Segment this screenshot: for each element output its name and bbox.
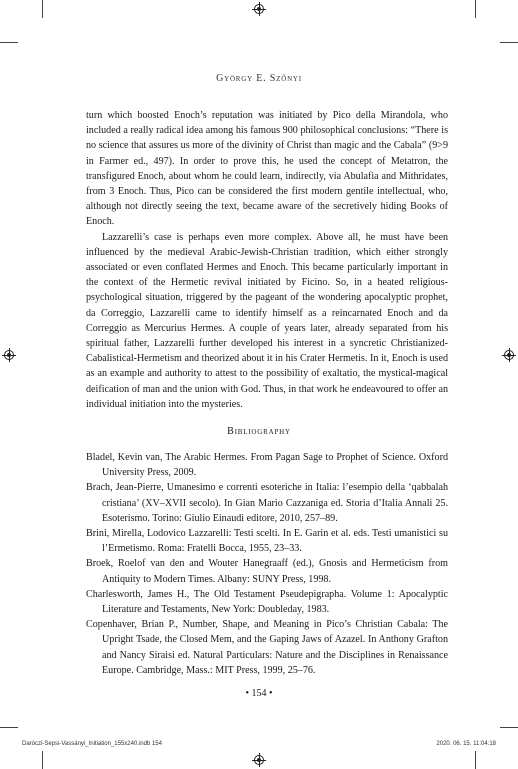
bibliography-entry: Brach, Jean-Pierre, Umanesimo e correnti esoteriche in Italia: l’esempio della ‘qabbalah cristiana’ (XV–XVII secolo). In Gian Mario Cazzaniga ed. Storia d’Italia Annali 25. Esoterismo. Torino: Giulio Einaudi editore, 2010, 257–89. [86, 482, 448, 524]
bibliography-entry: Copenhaver, Brian P., Number, Shape, and Meaning in Pico’s Christian Cabala: The Upright Tsade, the Closed Mem, and the Gaping Jaws of Azazel. In Anthony Grafton and Nancy Siraisi ed. Natural Particulars: Nature and the Disciplines in Renaissance Europe. Cambridge, Mass.: MIT Press, 1999, 25–76. [86, 619, 448, 676]
crop-mark [42, 0, 43, 18]
bibliography-entry: Charlesworth, James H., The Old Testament Pseudepigrapha. Volume 1: Apocalyptic Literature and Testaments, New York: Doubleday, 1983. [86, 588, 448, 616]
crop-mark [475, 0, 476, 18]
crop-mark [0, 42, 18, 43]
crop-mark [500, 727, 518, 728]
body-text [86, 108, 448, 412]
paragraph: Lazzarelli’s case is perhaps even more complex. Above all, he must have been influenced by the medieval Arabic-Jewish-Christian tradition, which either strongly associated or even conflated Hermes and Enoch. This became particularly important in the context of the Hermetic revival initiated by Ficino. So, in a heated religious-psychological situation, triggered by the pageant of the wondering apocalyptic prophet, da Correggio, Lazzarelli came to identify himself as a reincarnated Enoch and da Correggio as Mercurius Hermes. A couple of years later, already separated from his spiritual father, Lazzarelli further developed his interest in a syncretic Christianized-Cabalistical-Hermetism and theorized about it in his Crater Hermetis. In it, Enoch is used as an example and authority to attest to the possibility of exaltatio, the mystical-magical deification of man and the union with God. Thus, in that work he endeavoured to offer an individual initiation into the mysteries. [86, 231, 448, 410]
bibliography-list [86, 450, 448, 678]
registration-mark-icon [4, 350, 14, 360]
crop-mark [500, 42, 518, 43]
bibliography-heading: Bibliography [227, 426, 291, 437]
paragraph: turn which boosted Enoch’s reputation was initiated by Pico della Mirandola, who included a really radical idea among his famous 900 philosophical conclusions: “There is no science that assures us more of the divinity of Christ than magic and the Cabala” (9>9 in Farmer ed., 497). In order to prove this, he used the concept of Metatron, the transfigured Enoch, about whom he could learn, indirectly, via Abulafia and Mithridates, from 3 Enoch. Thus, Pico can be considered the first modern gentile intellectual, who, although not directly seeing the text, became aware of the secretively hiding Books of Enoch. [86, 110, 448, 228]
file-slug: Daróczi-Sepsi-Vassányi_Initiation_155x240.indb 154 [22, 741, 162, 747]
crop-mark [0, 727, 18, 728]
registration-mark-icon [254, 4, 264, 14]
bibliography-entry: Brini, Mirella, Lodovico Lazzarelli: Testi scelti. In E. Garin et al. eds. Testi umanistici su l’Ermetismo. Roma: Fratelli Bocca, 1955, 23–33. [86, 528, 448, 555]
registration-mark-icon [504, 350, 514, 360]
registration-mark-icon [254, 755, 264, 765]
bibliography-entry: Broek, Roelof van den and Wouter Hanegraaff (ed.), Gnosis and Hermeticism from Antiquity to Modern Times. Albany: SUNY Press, 1998. [86, 558, 448, 585]
crop-mark [475, 751, 476, 769]
print-timestamp: 2020. 06. 15. 11:04:18 [436, 741, 496, 747]
crop-mark [42, 751, 43, 769]
page-number: • 154 • [245, 688, 273, 699]
running-head: György E. Szőnyi [216, 73, 302, 84]
bibliography-entry: Bladel, Kevin van, The Arabic Hermes. From Pagan Sage to Prophet of Science. Oxford University Press, 2009. [86, 452, 448, 479]
